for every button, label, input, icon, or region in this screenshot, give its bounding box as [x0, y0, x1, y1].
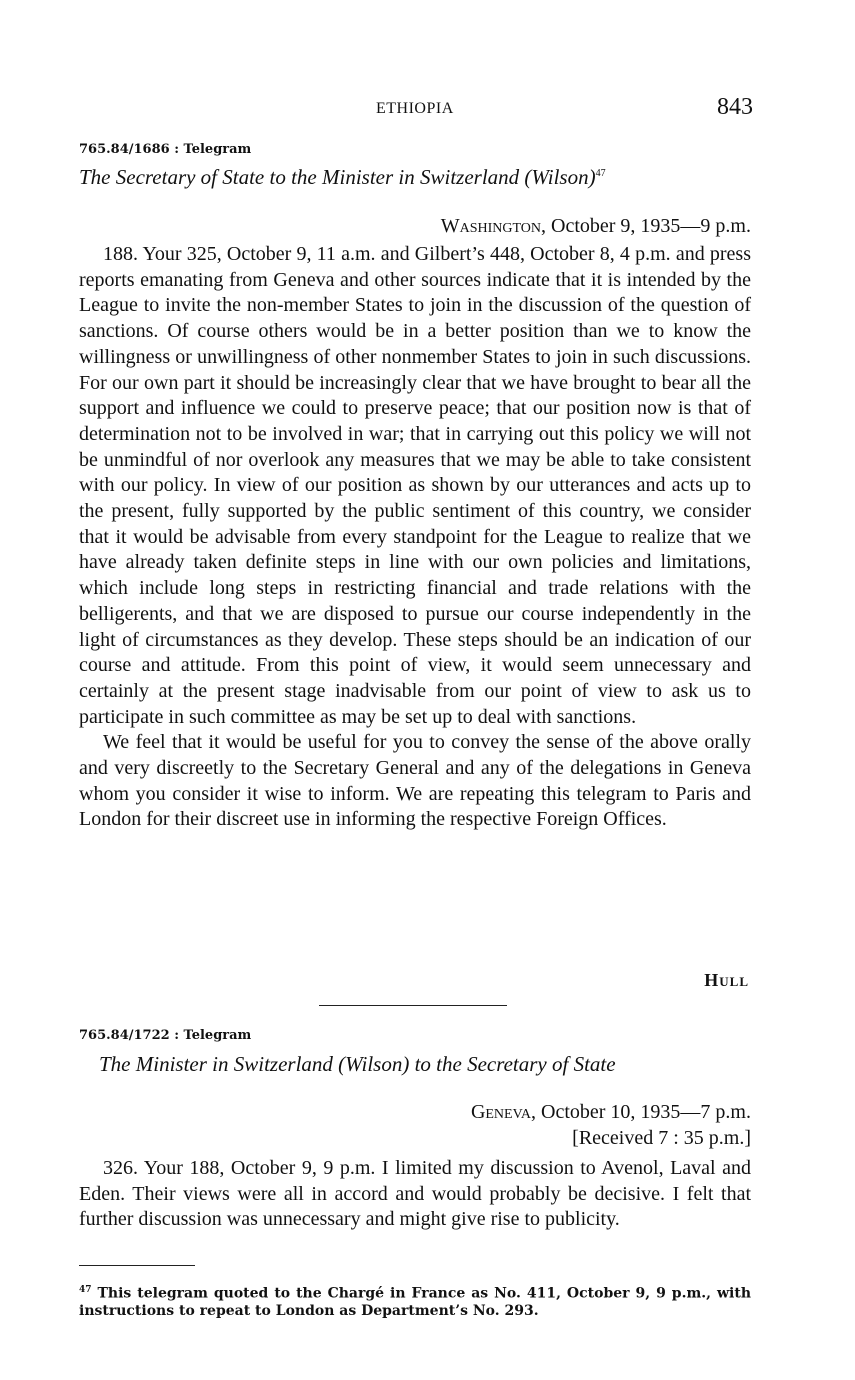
- doc2-paragraph: 326. Your 188, October 9, 9 p.m. I limited my discussion to Avenol, Laval and Eden. Their views were all in accord and would probably be decisive. I felt that further discussion was unnecessary and might give rise to publicity.: [79, 1157, 751, 1231]
- footnote-text: This telegram quoted to the Chargé in France as No. 411, October 9, 9 p.m., with instructions to repeat to London as Department’s No. 293.: [79, 1285, 751, 1319]
- doc1-place: Washington: [440, 215, 542, 237]
- doc1-heading: [79, 165, 606, 190]
- doc2-received: [Received 7 : 35 p.m.]: [572, 1127, 751, 1149]
- doc2-dateline: [471, 1101, 751, 1124]
- section-divider: [319, 1005, 507, 1006]
- doc1-file-reference: 765.84/1686 : Telegram: [79, 142, 252, 157]
- doc1-body: [79, 242, 751, 833]
- page-number: 843: [717, 94, 753, 120]
- doc1-footnote-marker: 47: [595, 168, 606, 179]
- doc2-place: Geneva: [470, 1101, 532, 1123]
- running-head-title: ETHIOPIA: [376, 100, 454, 117]
- footnote-rule: [79, 1265, 195, 1266]
- running-head: [0, 94, 855, 128]
- doc1-signature: Hull: [704, 970, 749, 990]
- footnote: [79, 1282, 751, 1320]
- footnote-marker: 47: [79, 1285, 92, 1295]
- doc1-paragraph: 188. Your 325, October 9, 11 a.m. and Gilbert’s 448, October 8, 4 p.m. and press reports emanating from Geneva and other sources indicate that it is intended by the League to invite the non-member States to join in the discussion of the question of sanctions. Of course others would be in a better position than we to know the willingness or unwillingness of other nonmember States to join in such discussions. For our own part it should be increasingly clear that we have brought to bear all the support and influence we could to preserve peace; that our position now is that of determination not to be involved in war; that in carrying out this policy we will not be unmindful of nor overlook any measures that we may be able to take consistent with our policy. In view of our position as shown by our utterances and acts up to the present, fully supported by the public sentiment of this country, we consider that it would be advisable from every standpoint for the League to realize that we have already taken definite steps in line with our own policies and limitations, which include long steps in restricting financial and trade relations with the belligerents, and that we are disposed to pursue our course independently in the light of circumstances as they develop. These steps should be an indication of our course and attitude. From this point of view, it would seem unnecessary and certainly at the present stage inadvisable from our point of view to ask us to participate in such committee as may be set up to deal with sanctions.: [79, 243, 751, 728]
- doc1-paragraph: We feel that it would be useful for you to convey the sense of the above orally and very discreetly to the Secretary General and any of the delegations in Geneva whom you consider it wise to inform. We are repeating this telegram to Paris and London for their discreet use in informing the respective Foreign Offices.: [79, 731, 751, 831]
- doc1-heading-text: The Secretary of State to the Minister in Switzerland (Wilson): [79, 165, 596, 189]
- doc2-file-reference: 765.84/1722 : Telegram: [79, 1028, 252, 1043]
- doc2-heading: The Minister in Switzerland (Wilson) to the Secretary of State: [99, 1052, 616, 1076]
- doc2-body: [79, 1156, 751, 1233]
- doc2-date: , October 10, 1935—7 p.m.: [531, 1101, 751, 1123]
- doc1-date: , October 9, 1935—9 p.m.: [541, 215, 751, 237]
- doc1-dateline: [441, 215, 751, 238]
